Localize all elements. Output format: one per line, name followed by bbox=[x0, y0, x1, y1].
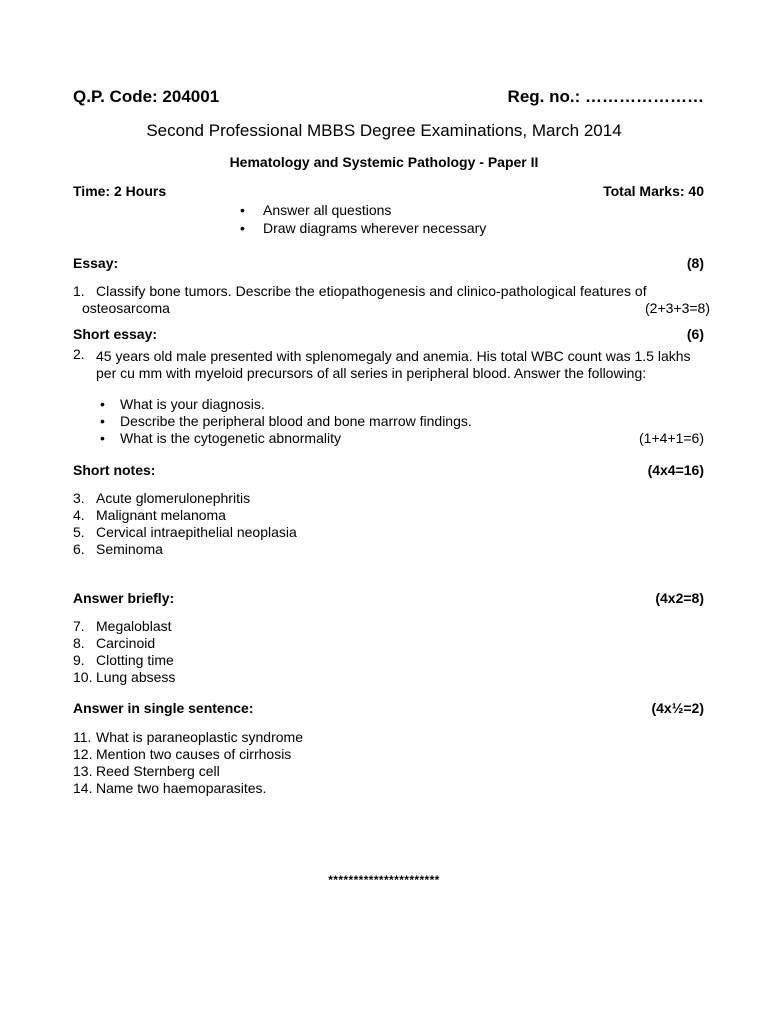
qp-code: Q.P. Code: 204001 bbox=[73, 87, 220, 106]
end-of-paper-marker: ********************** bbox=[328, 873, 440, 887]
list-item: 5. Cervical intraepithelial neoplasia bbox=[73, 524, 297, 540]
bullet-icon: • bbox=[240, 202, 245, 218]
list-item: 6. Seminoma bbox=[73, 541, 163, 557]
time-allowed: Time: 2 Hours bbox=[73, 183, 167, 199]
section-marks: (8) bbox=[686, 255, 704, 271]
instruction-item: • Draw diagrams wherever necessary bbox=[240, 220, 487, 236]
list-item: 13. Reed Sternberg cell bbox=[73, 763, 220, 779]
subpart: • Describe the peripheral blood and bone marrow findings. bbox=[100, 413, 472, 429]
answer-briefly-list bbox=[73, 618, 704, 686]
exam-paper: Q.P. Code: 204001 Reg. no.: ………………… Second Professional MBBS Degree Examinations, March 2014 Hematology and Systemic Pathology - Paper II Time: 2 Hours Total Marks: 40 • Answer all questions • Draw diagrams wherever necessary Essay: (8) 1. Classify bone tumors. Describe the etiopathogenesis and clinico-pathological features of osteosarcoma (2+3+3=8) Short essay: (6) 2. 45 years old male presented with splenomegaly and anemia. His total WBC count was 1.5 lakhs per cu mm with myeloid precursors of all series in peripheral blood. Answer the following: • What is your diagnosis. • Describe the peripheral blood and bone marrow findings. • What is the cytogenetic abnormality (1+4+1=6) Short notes: (4x4=16) 3. Acute glomerulonephritis 4. Malignant melanoma 5. Cervical intraepithelial neoplasia 6. Seminoma Answer briefly: (4x2=8) 7. Megaloblast 8. Carcinoid 9. Clotting time 10. Lung absess Answer in single sentence: (4x½=2) 11. What is paraneoplastic syndrome 12. Mention two causes of cirrhosis 13. Reed Sternberg cell 14. Name two haemoparasites. ********************** bbox=[0, 0, 768, 1024]
mark-split: (1+4+1=6) bbox=[639, 430, 704, 446]
list-item: 14. Name two haemoparasites. bbox=[73, 780, 267, 796]
section-marks: (4x½=2) bbox=[651, 700, 704, 716]
instruction-item: • Answer all questions bbox=[240, 202, 392, 218]
section-heading: Essay: bbox=[73, 255, 119, 271]
list-item: 9. Clotting time bbox=[73, 652, 174, 668]
total-marks: Total Marks: 40 bbox=[603, 183, 704, 199]
bullet-icon: • bbox=[240, 220, 245, 236]
section-heading: Short notes: bbox=[73, 462, 156, 478]
list-item: 10. Lung absess bbox=[73, 669, 176, 685]
list-item: 11. What is paraneoplastic syndrome bbox=[73, 729, 303, 745]
list-item: 7. Megaloblast bbox=[73, 618, 172, 634]
subpart: • What is your diagnosis. bbox=[100, 396, 265, 412]
paper-header bbox=[73, 88, 704, 105]
instructions-list bbox=[240, 202, 486, 238]
section-marks: (6) bbox=[686, 326, 704, 342]
answer-briefly-heading-row bbox=[73, 590, 704, 607]
single-sentence-list bbox=[73, 729, 704, 797]
bullet-icon: • bbox=[100, 396, 105, 412]
section-marks: (4x4=16) bbox=[647, 462, 704, 478]
short-essay-heading-row bbox=[73, 326, 704, 343]
time-marks-row bbox=[73, 183, 704, 200]
short-notes-heading-row bbox=[73, 462, 704, 479]
single-sentence-heading-row bbox=[73, 700, 704, 717]
subpart: • What is the cytogenetic abnormality (1+4+1=6) bbox=[100, 430, 704, 446]
section-heading: Answer in single sentence: bbox=[73, 700, 254, 716]
question-2-text: 45 years old male presented with splenomegaly and anemia. His total WBC count was 1.5 lakhs per cu mm with myeloid precursors of all series in peripheral blood. Answer the following: bbox=[96, 348, 691, 381]
essay-heading-row bbox=[73, 255, 704, 272]
section-marks: (4x2=8) bbox=[655, 590, 704, 606]
section-heading: Answer briefly: bbox=[73, 590, 175, 606]
reg-no: Reg. no.: ………………… bbox=[507, 87, 704, 106]
list-item: 12. Mention two causes of cirrhosis bbox=[73, 746, 292, 762]
bullet-icon: • bbox=[100, 413, 105, 429]
bullet-icon: • bbox=[100, 430, 105, 446]
list-item: 3. Acute glomerulonephritis bbox=[73, 490, 251, 506]
question-1: 1. Classify bone tumors. Describe the etiopathogenesis and clinico-pathological features of osteosarcoma (2+3+3=8) bbox=[73, 283, 710, 316]
list-item: 8. Carcinoid bbox=[73, 635, 156, 651]
exam-title: Second Professional MBBS Degree Examinations, March 2014 bbox=[146, 121, 622, 140]
list-item: 4. Malignant melanoma bbox=[73, 507, 226, 523]
paper-subtitle: Hematology and Systemic Pathology - Paper II bbox=[229, 154, 539, 170]
mark-split: (2+3+3=8) bbox=[645, 300, 710, 316]
short-notes-list bbox=[73, 490, 704, 558]
question-2-subparts bbox=[100, 396, 704, 447]
section-heading: Short essay: bbox=[73, 326, 158, 342]
